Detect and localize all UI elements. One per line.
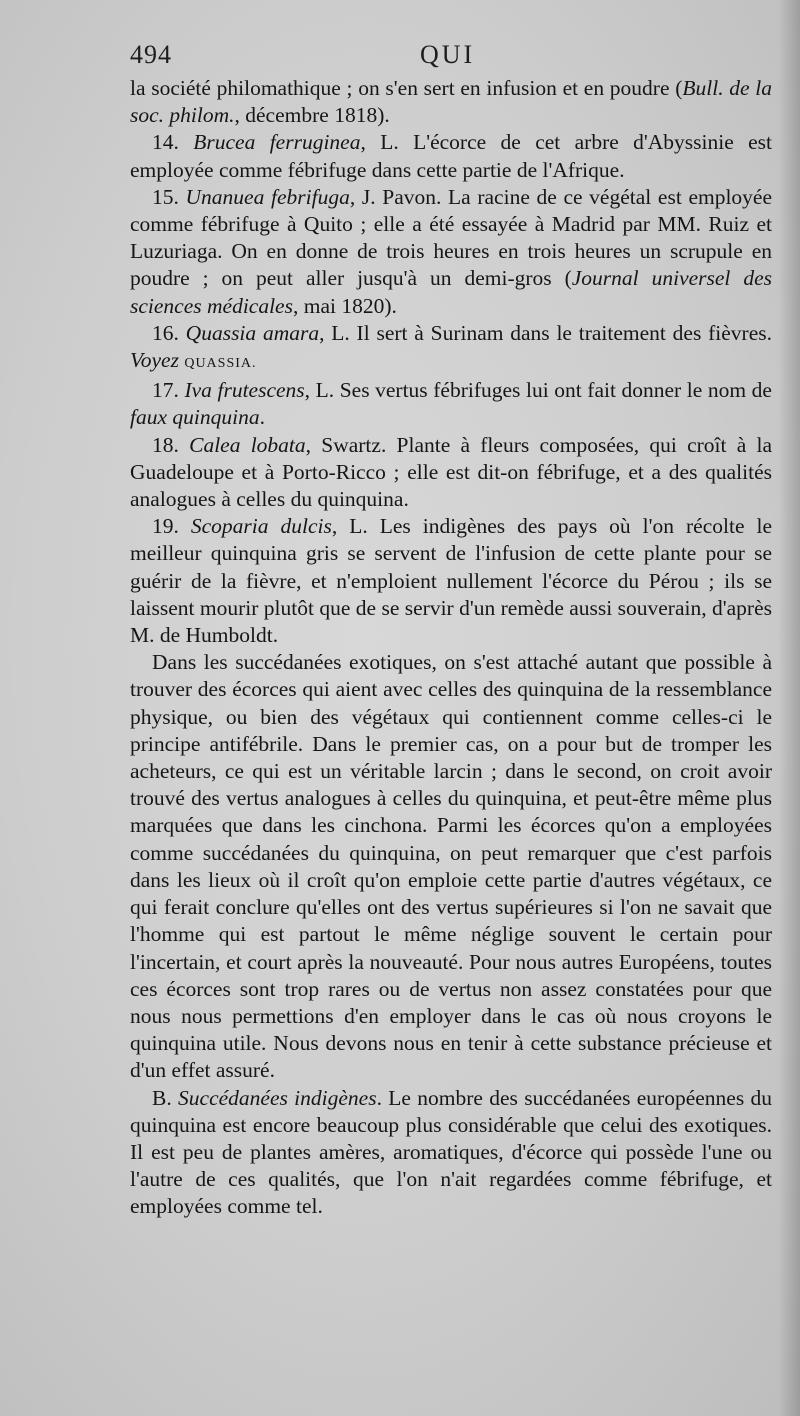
text-run: , décembre 1818). bbox=[234, 103, 390, 128]
page-gutter-shadow bbox=[778, 0, 800, 1416]
page-header bbox=[130, 40, 770, 80]
text-run: Dans les succédanées exotiques, on s'est attaché autant que possible à trouver des écorces qui aient avec celles des quinquina de la ressemblance physique, ou bien des végétaux qui contiennent comme celles-ci le principe antifébrile. Dans le premier cas, on a pour but de tromper les acheteurs, ce qui est un véritable larcin ; dans le second, on croit avoir trouvé des vertus analogues à celles du quinquina, et peut-être même plus marquées que dans les cinchona. Parmi les écorces qu'on a employées comme succédanées du quinquina, on peut remarquer que c'est parfois dans les lieux où il croît qu'on emploie cette partie d'autres végétaux, ce qui ferait conclure qu'elles ont des vertus supérieures si l'on ne savait que l'homme qui est partout le même néglige souvent le certain pour l'incertain, et court après la nouveauté. Pour nous autres Européens, toutes ces écorces sont trop rares ou de vertus non assez constatées pour que nous nous permettions d'en employer dans le cas où nous croyons le quinquina utile. Nous devons nous en tenir à cette substance précieuse et d'un effet assuré. bbox=[130, 650, 772, 1083]
italic-run: Bull. de la soc. philom. bbox=[130, 76, 772, 128]
italic-run: Calea lobata bbox=[189, 432, 306, 457]
text-run: , L. Il sert à Surinam dans le traitement des fièvres. bbox=[319, 320, 773, 345]
italic-run: Succédanées indigènes bbox=[178, 1085, 377, 1110]
italic-run: Iva frutescens bbox=[184, 378, 305, 403]
text-run: 18. bbox=[152, 432, 190, 457]
paragraph-p0 bbox=[130, 75, 772, 129]
text-run: , J. Pavon. La racine de ce végétal est employée comme fébrifuge à Quito ; elle a été essayée à Madrid par MM. Ruiz et Luzuriaga. On en donne de trois heures en trois heures un scrupule en poudre ; on peut aller jusqu'à un demi-gros ( bbox=[130, 184, 773, 291]
text-run: , Swartz. Plante à fleurs composées, qui croît à la Guadeloupe et à Porto-Ricco ; elle est dit-on fébrifuge, et a des qualités analogues à celles du quinquina. bbox=[130, 432, 772, 512]
running-head: QUI bbox=[420, 40, 476, 69]
italic-run: Journal universel des sciences médicales bbox=[130, 266, 772, 318]
paragraph-p16 bbox=[130, 320, 772, 377]
paragraph-p14 bbox=[130, 129, 772, 183]
text-run: , mai 1820). bbox=[292, 293, 397, 318]
text-run: . Le nombre des succédanées européennes du quinquina est encore beaucoup plus considérable que celui des exotiques. Il est peu de plantes amères, aromatiques, d'écorce qui possède l'une ou l'autre de ces qualités, que l'on n'ait regardées comme fébrifuge, et employées comme tel. bbox=[130, 1085, 773, 1219]
text-run: . bbox=[259, 405, 265, 430]
text-run: , L. L'écorce de cet arbre d'Abyssinie est employée comme fébrifuge dans cette partie de l'Afrique. bbox=[130, 130, 773, 182]
paragraph-p17 bbox=[130, 377, 772, 431]
text-run: la société philomathique ; on s'en sert en infusion et en poudre ( bbox=[130, 76, 683, 100]
small-caps-run: QUASSIA. bbox=[184, 356, 257, 372]
italic-run: faux quinquina bbox=[130, 405, 260, 430]
italic-run: Voyez bbox=[130, 348, 179, 373]
text-run: 17. bbox=[152, 378, 185, 403]
body-text bbox=[130, 75, 772, 1221]
italic-run: Brucea ferruginea bbox=[193, 130, 361, 155]
text-run: 19. bbox=[152, 514, 191, 539]
text-run: , L. Les indigènes des pays où l'on récolte le meilleur quinquina gris se servent de l'infusion de cette plante pour se guérir de la fièvre, et n'emploient nullement l'écorce du Pérou ; ils se laissent mourir plutôt que de se servir d'un remède aussi souverain, d'après M. de Humboldt. bbox=[130, 514, 772, 648]
paragraph-p18 bbox=[130, 432, 772, 514]
paragraph-pA bbox=[130, 649, 772, 1084]
italic-run: Scoparia dulcis bbox=[190, 514, 332, 539]
text-run: 14. bbox=[152, 130, 194, 155]
paragraph-pB bbox=[130, 1085, 772, 1221]
page-number: 494 bbox=[130, 40, 172, 69]
text-run: 15. bbox=[152, 184, 186, 209]
text-run: , L. Ses vertus fébrifuges lui ont fait donner le nom de bbox=[304, 378, 772, 403]
text-run: B. bbox=[152, 1085, 179, 1110]
text-run: 16. bbox=[152, 320, 186, 345]
paragraph-p19 bbox=[130, 513, 772, 649]
italic-run: Quassia amara bbox=[185, 320, 320, 345]
paragraph-p15 bbox=[130, 184, 772, 320]
italic-run: Unanuea febrifuga bbox=[185, 184, 350, 209]
